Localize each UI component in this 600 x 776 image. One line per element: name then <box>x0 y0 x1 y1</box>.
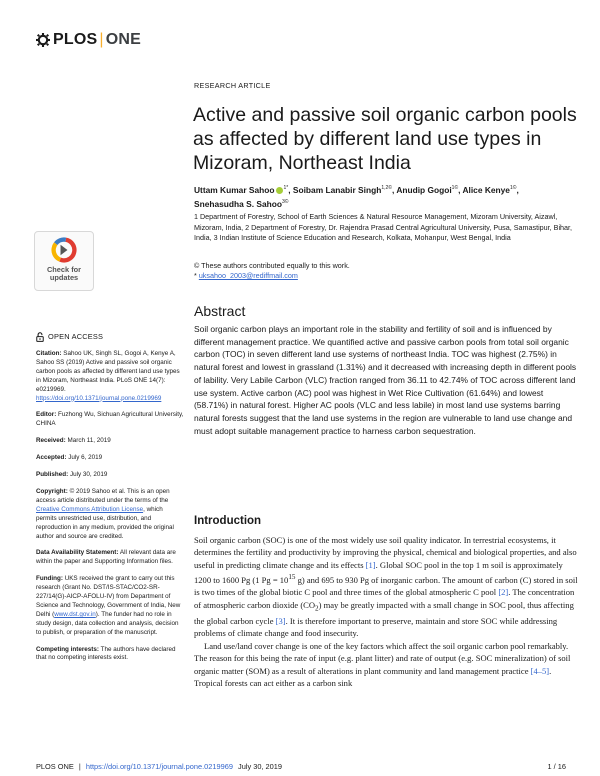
author-sup: 1* <box>283 185 289 191</box>
received-date: Received: March 11, 2019 <box>36 437 111 445</box>
reference-link[interactable]: [3] <box>275 615 286 626</box>
orcid-icon[interactable] <box>276 187 283 194</box>
logo-plos-text: PLOS <box>53 31 98 48</box>
editor: Editor: Fuzhong Wu, Sichuan Agricultural University, CHINA <box>36 411 184 428</box>
plos-gear-icon <box>36 33 50 47</box>
accepted-date: Accepted: July 6, 2019 <box>36 454 103 462</box>
logo-separator: | <box>99 31 104 48</box>
equal-contribution-note: © These authors contributed equally to this work. <box>194 261 350 270</box>
affiliations: 1 Department of Forestry, School of Earth Sciences & Natural Resource Management, Mizoram University, Aizawl, Mizoram, India, 2 Department of Forestry, Dr. Rajendra Prasad Central Agricultural University, Pusa, Samastipur, Bihar, India, 3 Indian Institute of Science Education and Research, Kolkata, Mohanpur, West Bengal, India <box>194 212 573 243</box>
check-updates-icon <box>51 237 77 263</box>
introduction-heading: Introduction <box>194 515 262 527</box>
citation: Citation: Sahoo UK, Singh SL, Gogoi A, Kenye A, Sahoo SS (2019) Active and passive soil organic carbon pools as affected by different land use types in Mizoram, Northeast India. PLoS ONE 14(7): e0219969. https://doi.org/10.1371/journal.pone.0219969 <box>36 350 180 402</box>
open-access-label: OPEN ACCESS <box>36 332 184 342</box>
check-for-updates-badge[interactable] <box>34 231 94 291</box>
author-name[interactable]: Anudip Gogoi <box>396 184 452 195</box>
competing-interests: Competing interests: The authors have declared that no competing interests exist. <box>36 645 176 662</box>
open-lock-icon <box>36 332 44 342</box>
author-name[interactable]: Uttam Kumar Sahoo <box>194 184 275 195</box>
published-date: Published: July 30, 2019 <box>36 471 108 479</box>
article-title: Active and passive soil organic carbon pools as affected by different land use types in Mizoram, Northeast India <box>193 104 577 174</box>
abstract-text: Soil organic carbon plays an important role in the stability and fertility of soil and is influenced by different management practice. We quantified active and passive carbon pools from total soil organic carbon (TOC) in seven different land use systems of northeast India. TOC was highest (2.75%) in natural forest and lowest in grassland (1.31%) and it decreased with increasing depth in different pools of lability. Very Labile Carbon (VLC) fraction ranged from 36.11 to 42.74% of TOC across different land use system. Active carbon (AC) pool was highest in Wet Rice Cultivation (61.64%) and lowest (58.71%) in natural forest. Higher AC pools (VLC and less labile) in most land use systems barring natural forests suggest that the land use systems in the region are vulnerable to land use change and must adopt suitable management practice to harness carbon sequestration. <box>194 324 577 436</box>
plos-one-logo <box>36 31 141 49</box>
footer-separator: | <box>78 762 81 771</box>
author-name[interactable]: Soibam Lanabir Singh <box>292 184 382 195</box>
data-availability: Data Availability Statement: All relevant data are within the paper and Supporting Information files. <box>36 549 176 566</box>
dst-link[interactable]: www.dst.gov.in <box>54 610 96 618</box>
abstract-heading: Abstract <box>194 303 246 319</box>
introduction-body <box>194 534 578 689</box>
footer-journal: PLOS ONE <box>36 762 74 771</box>
funding: Funding: UKS received the grant to carry out this research (Grant No. DST/IS-STAC/CO2-SR-227/14(G)-AICP-AFOLU-IV) from Department of Science and Technology, Government of India, New Delhi (www.dst.gov.in). The funder had no role in study design, data collection and analysis, decision to publish, or preparation of the manuscript. <box>36 575 181 636</box>
footer-date: July 30, 2019 <box>238 762 282 771</box>
article-info-sidebar <box>36 332 184 671</box>
author-sup: 1© <box>509 185 517 191</box>
reference-link[interactable]: [2] <box>498 587 509 598</box>
author-sup: 1© <box>451 185 459 191</box>
citation-doi-link[interactable]: https://doi.org/10.1371/journal.pone.0219969 <box>36 394 162 402</box>
reference-link[interactable]: [1] <box>365 559 376 570</box>
check-updates-line1: Check for <box>46 265 82 274</box>
logo-one-text: ONE <box>105 31 142 48</box>
author-sup: 3© <box>281 198 289 205</box>
cc-license-link[interactable]: Creative Commons Attribution License <box>36 505 144 513</box>
intro-paragraph: Soil organic carbon (SOC) is one of the most widely use soil quality indicator. In terrestrial ecosystems, it determines the fertility and productivity by improving the physical, chemical and biological properties, and also useful in predicting climate change and its effects [1]. Global SOC pool in the top 1 m soil is approximately 1200 to 1600 Pg (1 $Pg = 10^{15}$ g) and 695 to 930 Pg of inorganic carbon. The amount of carbon (C) stored in soil is two times of the global biotic C pool and three times of the global atmospheric C pool [2]. The concentration of atmospheric carbon dioxide $(CO_2)$ may be greatly impacted with a small change in SOC pool, thus affecting the global carbon cycle [3]. It is therefore important to preserve, maintain and store SOC while addressing problems of climate change and food insecurity. <box>194 535 578 639</box>
corresponding-email-link[interactable]: uksahoo_2003@rediffmail.com <box>198 271 298 280</box>
check-updates-line2: updates <box>49 273 79 282</box>
author-notes <box>194 261 579 281</box>
intro-paragraph: Land use/land cover change is one of the key factors which affect the soil organic carbon pool remarkably. The reason for this being the rate of input (e.g. plant litter) and rate of output (e.g. SOC mineralization) of soil organic matter (SOM) as a result of alterations in plant community and land management practice [4–5]. Tropical forests can act either as a carbon sink <box>194 640 571 689</box>
reference-link[interactable]: [4–5] <box>530 665 550 676</box>
page-footer <box>36 762 566 771</box>
author-list: Uttam Kumar Sahoo $^{1*}$, Soibam Lanabir Singh$^{1,2©}$, Anudip Gogoi$^{1©}$, Alice Kenye$^{1©}$, Snehasudha S. Sahoo$^{3©}$ <box>194 184 519 209</box>
author-sup: 1,2© <box>381 185 392 191</box>
article-type: RESEARCH ARTICLE <box>194 81 271 90</box>
author-name[interactable]: Snehasudha S. Sahoo <box>194 198 282 209</box>
footer-doi-link[interactable]: https://doi.org/10.1371/journal.pone.0219969 <box>85 762 233 771</box>
corresponding-author <box>194 271 579 281</box>
corresponding-star: * <box>194 271 197 280</box>
copyright: Copyright: © 2019 Sahoo et al. This is an open access article distributed under the terms of the Creative Commons Attribution License, which permits unrestricted use, distribution, and reproduction in any medium, provided the original author and source are credited. <box>36 487 174 540</box>
page-number: 1 / 16 <box>547 762 566 771</box>
author-name[interactable]: Alice Kenye <box>462 184 510 195</box>
